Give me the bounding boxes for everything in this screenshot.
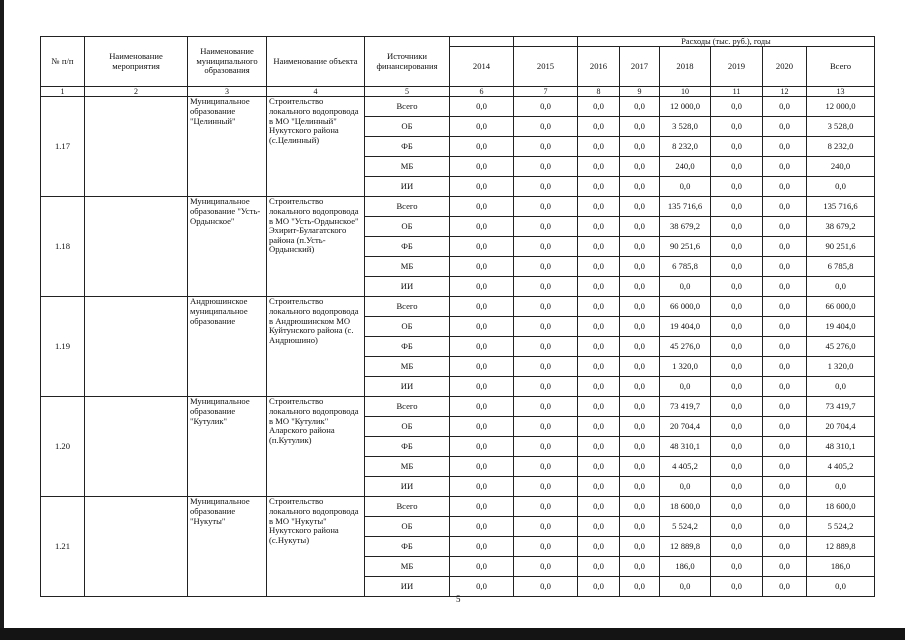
- amount-cell: 0,0: [620, 177, 660, 197]
- amount-cell: 0,0: [711, 277, 763, 297]
- amount-cell: 0,0: [763, 377, 807, 397]
- amount-cell: 0,0: [620, 197, 660, 217]
- funding-source: Всего: [365, 497, 450, 517]
- funding-source: ФБ: [365, 437, 450, 457]
- amount-cell: 0,0: [620, 457, 660, 477]
- group-municipality: Муниципальное образование "Кутулик": [188, 397, 267, 497]
- amount-cell: 0,0: [578, 477, 620, 497]
- amount-cell: 0,0: [578, 217, 620, 237]
- funding-source: ИИ: [365, 177, 450, 197]
- funding-source: МБ: [365, 157, 450, 177]
- amount-cell: 0,0: [620, 497, 660, 517]
- amount-cell: 3 528,0: [807, 117, 875, 137]
- amount-cell: 0,0: [578, 397, 620, 417]
- header-sources: Источники финансирования: [365, 37, 450, 87]
- funding-source: Всего: [365, 297, 450, 317]
- funding-source: ИИ: [365, 577, 450, 597]
- table-row: [41, 497, 875, 517]
- group-object: Строительство локального водопровода в МО "Кутулик" Аларского района (п.Кутулик): [267, 397, 365, 497]
- amount-cell: 0,0: [450, 237, 514, 257]
- amount-cell: 0,0: [620, 217, 660, 237]
- funding-source: Всего: [365, 197, 450, 217]
- amount-cell: 0,0: [711, 557, 763, 577]
- amount-cell: 1 320,0: [807, 357, 875, 377]
- amount-cell: 0,0: [578, 337, 620, 357]
- group-number: 1.20: [41, 397, 85, 497]
- amount-cell: 0,0: [711, 397, 763, 417]
- amount-cell: 0,0: [763, 97, 807, 117]
- group-object: Строительство локального водопровода в МО "Нукуты" Нукутского района (с.Нукуты): [267, 497, 365, 597]
- amount-cell: 0,0: [578, 257, 620, 277]
- amount-cell: 0,0: [578, 377, 620, 397]
- amount-cell: 0,0: [450, 177, 514, 197]
- amount-cell: 0,0: [711, 317, 763, 337]
- group-event: [85, 197, 188, 297]
- amount-cell: 0,0: [450, 97, 514, 117]
- amount-cell: 0,0: [763, 157, 807, 177]
- funding-source: МБ: [365, 257, 450, 277]
- funding-source: ОБ: [365, 217, 450, 237]
- amount-cell: 18 600,0: [660, 497, 711, 517]
- amount-cell: 0,0: [763, 117, 807, 137]
- amount-cell: 135 716,6: [807, 197, 875, 217]
- amount-cell: 0,0: [620, 417, 660, 437]
- amount-cell: 0,0: [711, 417, 763, 437]
- amount-cell: 240,0: [660, 157, 711, 177]
- group-object: Строительство локального водопровода в Андрюшинском МО Куйтунского района (с. Андрюшино): [267, 297, 365, 397]
- amount-cell: 20 704,4: [807, 417, 875, 437]
- amount-cell: 0,0: [763, 257, 807, 277]
- amount-cell: 0,0: [620, 517, 660, 537]
- amount-cell: 12 889,8: [660, 537, 711, 557]
- amount-cell: 0,0: [620, 437, 660, 457]
- amount-cell: 0,0: [711, 437, 763, 457]
- amount-cell: 0,0: [450, 317, 514, 337]
- amount-cell: 0,0: [450, 377, 514, 397]
- amount-cell: 0,0: [620, 277, 660, 297]
- amount-cell: 135 716,6: [660, 197, 711, 217]
- table-row: [41, 197, 875, 217]
- amount-cell: 0,0: [807, 577, 875, 597]
- column-number: 12: [763, 87, 807, 97]
- column-number: 10: [660, 87, 711, 97]
- amount-cell: 73 419,7: [807, 397, 875, 417]
- amount-cell: 0,0: [514, 217, 578, 237]
- budget-table: [40, 36, 875, 597]
- amount-cell: 0,0: [711, 177, 763, 197]
- amount-cell: 0,0: [578, 137, 620, 157]
- header-year-3: 2017: [620, 47, 660, 87]
- amount-cell: 0,0: [711, 357, 763, 377]
- amount-cell: 5 524,2: [807, 517, 875, 537]
- header-expenses: Расходы (тыс. руб.), годы: [578, 37, 875, 47]
- column-number: 9: [620, 87, 660, 97]
- amount-cell: 0,0: [514, 457, 578, 477]
- amount-cell: 1 320,0: [660, 357, 711, 377]
- table-row: [41, 397, 875, 417]
- amount-cell: 0,0: [514, 257, 578, 277]
- amount-cell: 19 404,0: [807, 317, 875, 337]
- amount-cell: 0,0: [711, 477, 763, 497]
- amount-cell: 0,0: [711, 137, 763, 157]
- amount-cell: 5 524,2: [660, 517, 711, 537]
- amount-cell: 0,0: [711, 377, 763, 397]
- amount-cell: 0,0: [514, 557, 578, 577]
- amount-cell: 0,0: [807, 277, 875, 297]
- group-object: Строительство локального водопровода в МО "Целинный" Нукутского района (с.Целинный): [267, 97, 365, 197]
- amount-cell: 38 679,2: [807, 217, 875, 237]
- amount-cell: 0,0: [711, 337, 763, 357]
- amount-cell: 0,0: [763, 537, 807, 557]
- group-number: 1.21: [41, 497, 85, 597]
- column-number: 2: [85, 87, 188, 97]
- amount-cell: 0,0: [514, 297, 578, 317]
- funding-source: МБ: [365, 557, 450, 577]
- amount-cell: 0,0: [514, 477, 578, 497]
- amount-cell: 0,0: [514, 197, 578, 217]
- amount-cell: 0,0: [578, 457, 620, 477]
- amount-cell: 0,0: [514, 117, 578, 137]
- amount-cell: 12 000,0: [807, 97, 875, 117]
- funding-source: ФБ: [365, 137, 450, 157]
- funding-source: ИИ: [365, 377, 450, 397]
- amount-cell: 0,0: [660, 177, 711, 197]
- amount-cell: 12 889,8: [807, 537, 875, 557]
- amount-cell: 186,0: [660, 557, 711, 577]
- amount-cell: 0,0: [620, 297, 660, 317]
- amount-cell: 0,0: [620, 357, 660, 377]
- column-number: 5: [365, 87, 450, 97]
- column-number: 8: [578, 87, 620, 97]
- amount-cell: 0,0: [620, 337, 660, 357]
- amount-cell: 0,0: [763, 277, 807, 297]
- amount-cell: 0,0: [578, 197, 620, 217]
- amount-cell: 0,0: [620, 397, 660, 417]
- amount-cell: 66 000,0: [660, 297, 711, 317]
- amount-cell: 0,0: [578, 437, 620, 457]
- amount-cell: 0,0: [514, 517, 578, 537]
- amount-cell: 0,0: [514, 397, 578, 417]
- funding-source: ФБ: [365, 337, 450, 357]
- amount-cell: 0,0: [450, 217, 514, 237]
- amount-cell: 0,0: [620, 237, 660, 257]
- amount-cell: 240,0: [807, 157, 875, 177]
- amount-cell: 0,0: [514, 417, 578, 437]
- scan-border-bottom: [0, 628, 905, 640]
- group-municipality: Андрюшинское муниципальное образование: [188, 297, 267, 397]
- amount-cell: 0,0: [578, 357, 620, 377]
- funding-source: ФБ: [365, 537, 450, 557]
- header-year-2: 2016: [578, 47, 620, 87]
- amount-cell: 0,0: [620, 557, 660, 577]
- amount-cell: 0,0: [620, 477, 660, 497]
- amount-cell: 0,0: [514, 137, 578, 157]
- amount-cell: 4 405,2: [660, 457, 711, 477]
- amount-cell: 0,0: [763, 137, 807, 157]
- amount-cell: 0,0: [514, 357, 578, 377]
- amount-cell: 0,0: [578, 577, 620, 597]
- funding-source: ОБ: [365, 117, 450, 137]
- amount-cell: 0,0: [578, 537, 620, 557]
- amount-cell: 0,0: [450, 537, 514, 557]
- amount-cell: 0,0: [514, 97, 578, 117]
- column-number: 6: [450, 87, 514, 97]
- funding-source: Всего: [365, 97, 450, 117]
- amount-cell: 0,0: [711, 237, 763, 257]
- amount-cell: 38 679,2: [660, 217, 711, 237]
- group-object: Строительство локального водопровода в МО "Усть-Ордынское" Эхирит-Булагатского района (п.Усть-Ордынский): [267, 197, 365, 297]
- amount-cell: 0,0: [711, 117, 763, 137]
- amount-cell: 8 232,0: [807, 137, 875, 157]
- amount-cell: 0,0: [578, 157, 620, 177]
- group-event: [85, 297, 188, 397]
- funding-source: ОБ: [365, 417, 450, 437]
- amount-cell: 0,0: [763, 297, 807, 317]
- amount-cell: 0,0: [450, 517, 514, 537]
- group-event: [85, 97, 188, 197]
- amount-cell: 0,0: [807, 477, 875, 497]
- amount-cell: 0,0: [450, 477, 514, 497]
- amount-cell: 48 310,1: [807, 437, 875, 457]
- amount-cell: 0,0: [711, 537, 763, 557]
- column-number: 3: [188, 87, 267, 97]
- group-event: [85, 497, 188, 597]
- amount-cell: 0,0: [620, 137, 660, 157]
- header-municipality: Наименование муниципального образования: [188, 37, 267, 87]
- amount-cell: 0,0: [660, 377, 711, 397]
- amount-cell: 0,0: [450, 157, 514, 177]
- amount-cell: 0,0: [711, 217, 763, 237]
- amount-cell: 0,0: [763, 417, 807, 437]
- amount-cell: 0,0: [620, 117, 660, 137]
- amount-cell: 0,0: [578, 177, 620, 197]
- column-number: 13: [807, 87, 875, 97]
- amount-cell: 0,0: [620, 157, 660, 177]
- amount-cell: 0,0: [763, 437, 807, 457]
- amount-cell: 0,0: [763, 477, 807, 497]
- amount-cell: 0,0: [450, 137, 514, 157]
- column-number: 1: [41, 87, 85, 97]
- amount-cell: 0,0: [450, 257, 514, 277]
- amount-cell: 0,0: [450, 357, 514, 377]
- amount-cell: 66 000,0: [807, 297, 875, 317]
- amount-cell: 0,0: [711, 157, 763, 177]
- amount-cell: 0,0: [711, 457, 763, 477]
- amount-cell: 0,0: [620, 577, 660, 597]
- amount-cell: 0,0: [763, 557, 807, 577]
- amount-cell: 0,0: [620, 537, 660, 557]
- amount-cell: 0,0: [660, 277, 711, 297]
- group-number: 1.18: [41, 197, 85, 297]
- amount-cell: 0,0: [763, 357, 807, 377]
- amount-cell: 0,0: [763, 397, 807, 417]
- group-municipality: Муниципальное образование "Усть-Ордынское": [188, 197, 267, 297]
- amount-cell: 90 251,6: [660, 237, 711, 257]
- amount-cell: 0,0: [578, 117, 620, 137]
- header-year-6: 2020: [763, 47, 807, 87]
- amount-cell: 0,0: [450, 497, 514, 517]
- amount-cell: 0,0: [514, 237, 578, 257]
- group-municipality: Муниципальное образование "Нукуты": [188, 497, 267, 597]
- column-number: 7: [514, 87, 578, 97]
- header-object: Наименование объекта: [267, 37, 365, 87]
- funding-source: ИИ: [365, 477, 450, 497]
- header-year-4: 2018: [660, 47, 711, 87]
- group-number: 1.19: [41, 297, 85, 397]
- amount-cell: 0,0: [711, 517, 763, 537]
- amount-cell: 0,0: [450, 397, 514, 417]
- amount-cell: 0,0: [807, 177, 875, 197]
- amount-cell: 0,0: [711, 257, 763, 277]
- header-event: Наименование мероприятия: [85, 37, 188, 87]
- amount-cell: 45 276,0: [807, 337, 875, 357]
- amount-cell: 0,0: [807, 377, 875, 397]
- amount-cell: 3 528,0: [660, 117, 711, 137]
- amount-cell: 18 600,0: [807, 497, 875, 517]
- amount-cell: 0,0: [514, 537, 578, 557]
- amount-cell: 0,0: [578, 517, 620, 537]
- amount-cell: 186,0: [807, 557, 875, 577]
- amount-cell: 73 419,7: [660, 397, 711, 417]
- funding-source: ОБ: [365, 317, 450, 337]
- amount-cell: 0,0: [450, 117, 514, 137]
- column-number: 11: [711, 87, 763, 97]
- group-municipality: Муниципальное образование "Целинный": [188, 97, 267, 197]
- funding-source: Всего: [365, 397, 450, 417]
- page-number: 5: [456, 594, 461, 604]
- amount-cell: 0,0: [620, 317, 660, 337]
- amount-cell: 0,0: [514, 497, 578, 517]
- amount-cell: 0,0: [578, 277, 620, 297]
- amount-cell: 0,0: [711, 297, 763, 317]
- amount-cell: 0,0: [514, 437, 578, 457]
- amount-cell: 48 310,1: [660, 437, 711, 457]
- header-num: № п/п: [41, 37, 85, 87]
- amount-cell: 0,0: [763, 217, 807, 237]
- amount-cell: 6 785,8: [660, 257, 711, 277]
- amount-cell: 0,0: [578, 97, 620, 117]
- amount-cell: 19 404,0: [660, 317, 711, 337]
- header-year-1: 2015: [514, 47, 578, 87]
- header-year-0: 2014: [450, 47, 514, 87]
- amount-cell: 0,0: [660, 477, 711, 497]
- header-year-7: Всего: [807, 47, 875, 87]
- amount-cell: 0,0: [711, 497, 763, 517]
- amount-cell: 0,0: [450, 417, 514, 437]
- amount-cell: 4 405,2: [807, 457, 875, 477]
- amount-cell: 0,0: [514, 577, 578, 597]
- scan-border-left: [0, 0, 4, 640]
- header-blank-2014: [450, 37, 514, 47]
- column-number: 4: [267, 87, 365, 97]
- amount-cell: 20 704,4: [660, 417, 711, 437]
- amount-cell: 0,0: [450, 457, 514, 477]
- funding-source: ОБ: [365, 517, 450, 537]
- amount-cell: 0,0: [578, 497, 620, 517]
- amount-cell: 0,0: [450, 437, 514, 457]
- header-year-5: 2019: [711, 47, 763, 87]
- amount-cell: 0,0: [711, 197, 763, 217]
- group-number: 1.17: [41, 97, 85, 197]
- amount-cell: 0,0: [450, 297, 514, 317]
- amount-cell: 0,0: [514, 157, 578, 177]
- header-blank-2015: [514, 37, 578, 47]
- amount-cell: 0,0: [660, 577, 711, 597]
- funding-source: ФБ: [365, 237, 450, 257]
- amount-cell: 0,0: [514, 337, 578, 357]
- amount-cell: 0,0: [578, 317, 620, 337]
- funding-source: ИИ: [365, 277, 450, 297]
- table-row: [41, 97, 875, 117]
- amount-cell: 0,0: [450, 277, 514, 297]
- amount-cell: 6 785,8: [807, 257, 875, 277]
- amount-cell: 0,0: [711, 97, 763, 117]
- amount-cell: 0,0: [578, 417, 620, 437]
- amount-cell: 12 000,0: [660, 97, 711, 117]
- group-event: [85, 397, 188, 497]
- amount-cell: 0,0: [620, 97, 660, 117]
- table-row: [41, 297, 875, 317]
- amount-cell: 0,0: [450, 337, 514, 357]
- amount-cell: 90 251,6: [807, 237, 875, 257]
- amount-cell: 0,0: [763, 577, 807, 597]
- amount-cell: 0,0: [711, 577, 763, 597]
- amount-cell: 0,0: [763, 337, 807, 357]
- amount-cell: 45 276,0: [660, 337, 711, 357]
- amount-cell: 0,0: [578, 237, 620, 257]
- amount-cell: 0,0: [514, 377, 578, 397]
- amount-cell: 0,0: [763, 497, 807, 517]
- funding-source: МБ: [365, 357, 450, 377]
- amount-cell: 0,0: [763, 177, 807, 197]
- amount-cell: 0,0: [450, 577, 514, 597]
- amount-cell: 0,0: [763, 517, 807, 537]
- amount-cell: 0,0: [514, 177, 578, 197]
- amount-cell: 0,0: [763, 237, 807, 257]
- amount-cell: 0,0: [763, 457, 807, 477]
- funding-source: МБ: [365, 457, 450, 477]
- amount-cell: 0,0: [620, 377, 660, 397]
- amount-cell: 0,0: [620, 257, 660, 277]
- amount-cell: 0,0: [514, 277, 578, 297]
- amount-cell: 0,0: [450, 197, 514, 217]
- amount-cell: 0,0: [514, 317, 578, 337]
- amount-cell: 0,0: [763, 317, 807, 337]
- amount-cell: 0,0: [578, 297, 620, 317]
- amount-cell: 8 232,0: [660, 137, 711, 157]
- amount-cell: 0,0: [450, 557, 514, 577]
- amount-cell: 0,0: [578, 557, 620, 577]
- amount-cell: 0,0: [763, 197, 807, 217]
